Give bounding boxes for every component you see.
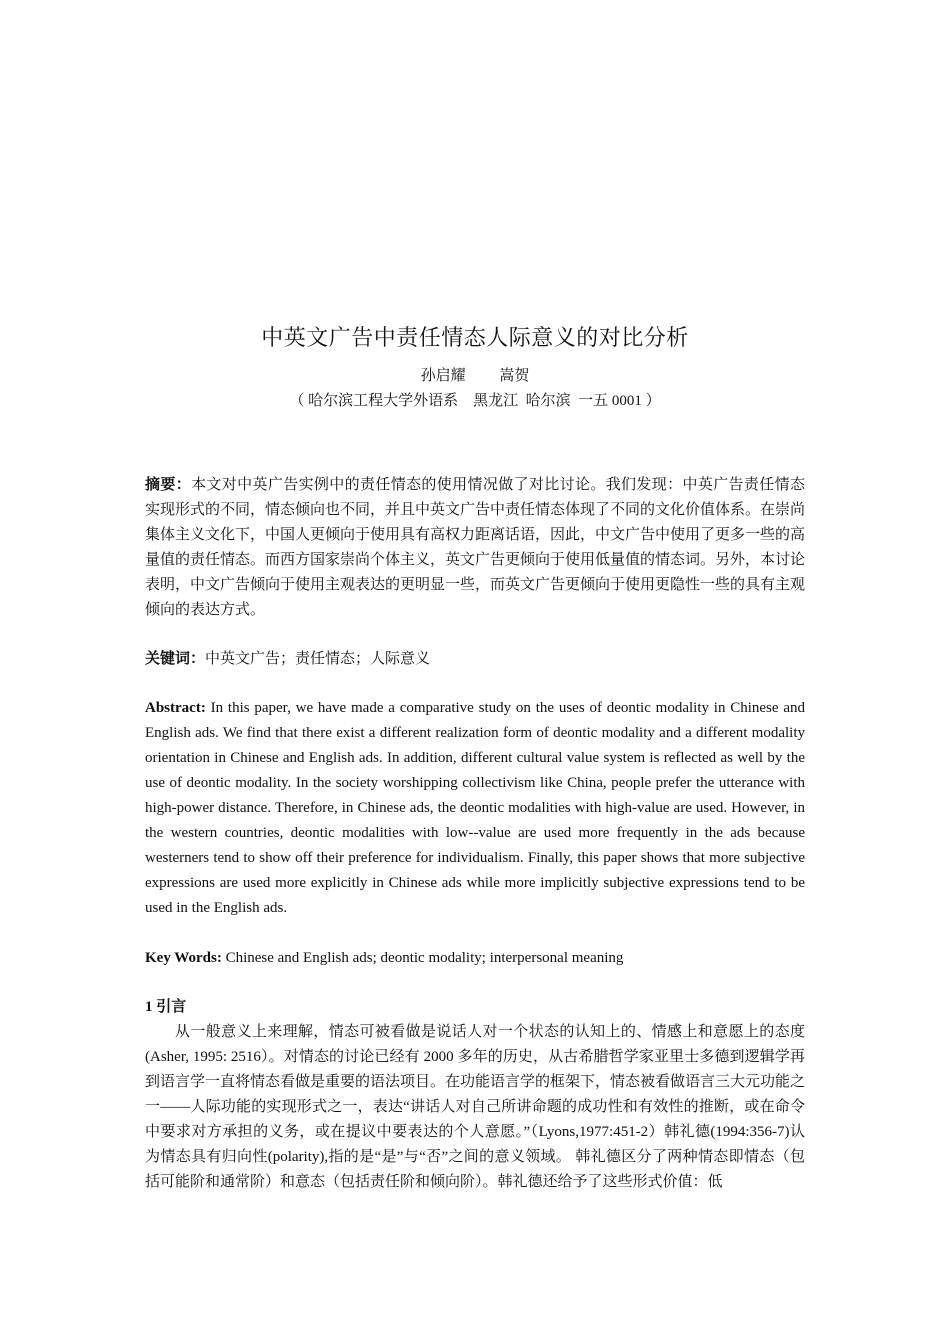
author-affiliation: （ 哈尔滨工程大学外语系 黑龙江 哈尔滨 一五 0001 ） [289, 393, 661, 409]
english-keywords-text: Chinese and English ads; deontic modality; interpersonal meaning [225, 950, 624, 966]
chinese-abstract [145, 473, 805, 623]
english-abstract [145, 696, 805, 921]
introduction-paragraph: 从一般意义上来理解，情态可被看做是说话人对一个状态的认知上的、情感上和意愿上的态度 (Asher, 1995: 2516）。对情态的讨论已经有 2000 多年的历史，从古希腊哲学家亚里士多德到逻辑学再到语言学一直将情态看做是重要的语法项目。在功能语言学的框架下，情态被看做语言三大元功能之一——人际功能的实现形式之一，表达“讲话人对自己所讲命题的成功性和有效性的推断，或在命令中要求对方承担的义务，或在提议中要表达的个人意愿。”（Lyons,1977:451-2）韩礼德(1994:356-7)认为情态具有归向性(polarity),指的是“是”与“否”之间的意义领域。 韩礼德区分了两种情态即情态（包括可能阶和通常阶）和意态（包括责任阶和倾向阶）。韩礼德还给予了这些形式价值：低 [145, 1024, 806, 1190]
chinese-abstract-label: 摘要： [145, 477, 192, 493]
section-heading-introduction: 1 引言 [145, 999, 187, 1015]
english-keywords [145, 946, 805, 971]
paper-authors: 孙启耀 嵩贺 [420, 368, 530, 384]
chinese-keywords-label: 关键词： [145, 651, 206, 667]
chinese-abstract-text: 本文对中英广告实例中的责任情态的使用情况做了对比讨论。我们发现：中英广告责任情态实现形式的不同，情态倾向也不同，并且中英文广告中责任情态体现了不同的文化价值体系。在崇尚集体主义文化下，中国人更倾向于使用具有高权力距离话语，因此，中文广告中使用了更多一些的高量值的责任情态。而西方国家崇尚个体主义，英文广告更倾向于使用低量值的情态词。另外，本讨论表明，中文广告倾向于使用主观表达的更明显一些，而英文广告更倾向于使用更隐性一些的具有主观倾向的表达方式。 [145, 477, 806, 618]
english-keywords-label: Key Words: [145, 950, 222, 966]
chinese-keywords-text: 中英文广告；责任情态；人际意义 [205, 651, 431, 667]
chinese-keywords [145, 647, 805, 672]
english-abstract-label: Abstract: [145, 700, 206, 716]
paper-title: 中英文广告中责任情态人际意义的对比分析 [261, 325, 689, 350]
english-abstract-text: In this paper, we have made a comparative study on the uses of deontic modality in Chinese and English ads. We find that there exist a different realization form of deontic modality and a different modality orientation in Chinese and English ads. In addition, different cultural value system is reflected as well by the use of deontic modality. In the society worshipping collectivism like China, people prefer the utterance with high-power distance. Therefore, in Chinese ads, the deontic modalities with high-value are used. However, in the western countries, deontic modalities with low--value are used more frequently in the ads because westerners tend to show off their preference for individualism. Finally, this paper shows that more subjective expressions are used more explicitly in Chinese ads while more implicitly subjective expressions tend to be used in the English ads. [145, 700, 805, 916]
